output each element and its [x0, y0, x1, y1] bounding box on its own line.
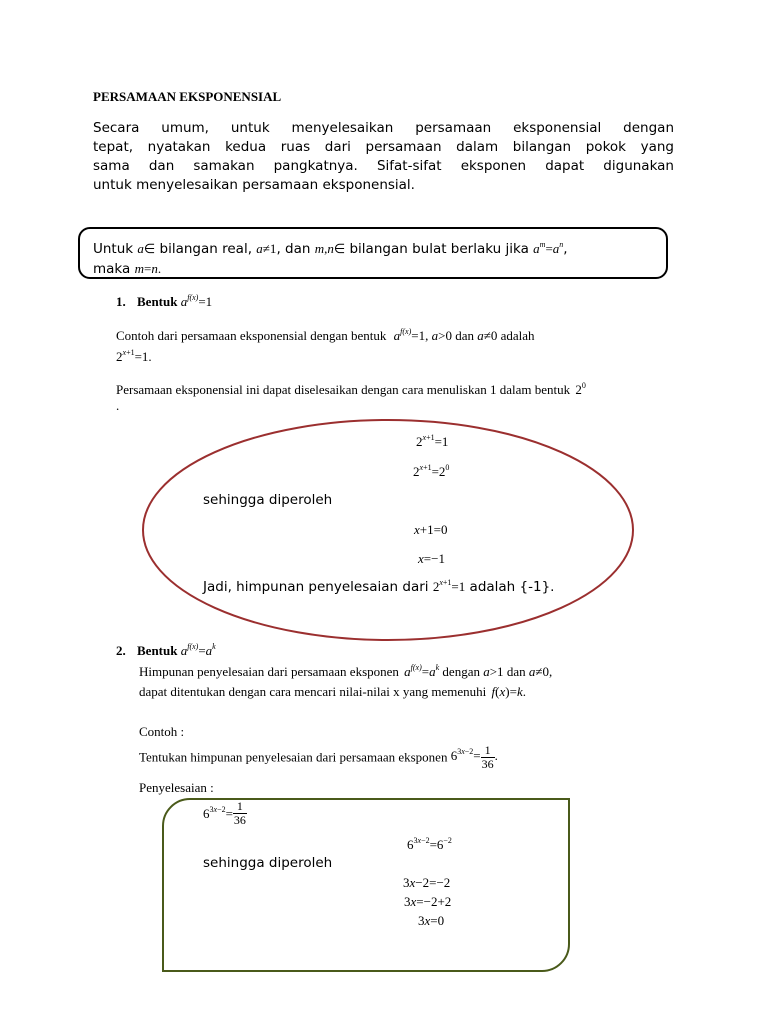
- intro-line: Secara umum, untuk menyelesaikan persamaan eksponensial dengan: [93, 120, 674, 136]
- jadi-line: [203, 579, 554, 595]
- step-eq-2: $2^{x+1}=2^0$: [413, 463, 450, 479]
- math-a-neq-1: a≠1: [256, 241, 277, 256]
- math-am-eq-an: $a^m=a^n$: [533, 240, 564, 256]
- intro-line: sama dan samakan pangkatnya. Sifat-sifat eksponen dapat digunakan: [93, 158, 674, 174]
- ellipse-shape: [143, 420, 633, 640]
- example-text: Contoh dari persamaan eksponensial dengan bentuk: [116, 328, 387, 343]
- explain-end: .: [116, 398, 120, 413]
- explain-text: Persamaan eksponensial ini dapat diselesaikan dengan cara menuliskan 1 dalam bentuk: [116, 382, 571, 397]
- sol-step-1: $6^{3x-2}=$ $\frac{1}{36}$: [203, 799, 246, 827]
- sol-step-3: 3x−2=−2: [403, 875, 451, 890]
- dapat-text: dapat ditentukan dengan cara mencari nilai-nilai x yang memenuhi: [139, 684, 487, 699]
- intro-paragraph: [93, 119, 674, 195]
- math-a-in: a∈: [137, 241, 156, 256]
- sehingga-text: sehingga diperoleh: [203, 492, 333, 508]
- rule-line-2: [93, 261, 161, 277]
- rule-text: bilangan bulat berlaku jika: [349, 241, 529, 257]
- section2-line1: [139, 664, 552, 680]
- tentukan-line: [139, 744, 498, 771]
- math-a-gt-1: a>1: [483, 664, 504, 679]
- math-af-eq-ak: $a^{f(x)}=a^k$: [180, 642, 216, 658]
- rule-text: bilangan real,: [159, 241, 252, 257]
- math-af-eq-1: $a^{f(x)}=1$: [180, 293, 213, 309]
- math-2x1-eq-1-inline: $2^{x+1}=1$: [432, 578, 466, 594]
- example-dan: dan: [455, 328, 474, 343]
- step-eq-1: $2^{x+1}=1$: [416, 433, 449, 449]
- section-heading-label: Bentuk: [137, 294, 178, 309]
- solution-ellipse: [140, 418, 640, 646]
- himpunan-text: Himpunan penyelesaian dari persamaan eksponen: [139, 664, 399, 679]
- penyelesaian-label: Penyelesaian :: [139, 780, 214, 795]
- section1-heading: [116, 294, 212, 310]
- sol-step-4: 3x=−2+2: [404, 894, 452, 909]
- section2-heading: [116, 643, 216, 659]
- math-2-pow-0: $2^0$: [575, 381, 586, 397]
- math-6-pow-eq-frac: $6^{3x-2}=$ $\frac{1}{36}$ .: [450, 743, 498, 771]
- math-fx-eq-k: f(x)=k.: [491, 684, 526, 699]
- rule-line-1: Untuk a∈ bilangan real, a≠1, dan m,n∈ bilangan bulat berlaku jika $a^m=a^n$,: [93, 240, 568, 257]
- section-number: 2.: [116, 643, 126, 658]
- intro-line: tepat, nyatakan kedua ruas dari persamaan dalam bilangan pokok yang: [93, 139, 674, 155]
- section2-line2: [139, 684, 526, 700]
- step-eq-4: x=−1: [418, 551, 445, 566]
- section1-explain: [116, 382, 586, 398]
- math-mn-in: m,n∈: [314, 241, 346, 256]
- math-m-eq-n: m=n.: [134, 261, 162, 276]
- rule-text: maka: [93, 261, 131, 277]
- dan-text: dan: [506, 664, 526, 679]
- math-a-neq-0-b: a≠0,: [528, 664, 553, 679]
- section-number: 1.: [116, 294, 126, 309]
- intro-line: untuk menyelesaikan persamaan eksponensial.: [93, 177, 415, 193]
- math-2x1-eq-1: $2^{x+1}=1$.: [116, 348, 152, 364]
- sehingga-text-2: sehingga diperoleh: [203, 855, 333, 871]
- jadi-text-end: adalah {-1}.: [469, 579, 555, 595]
- tentukan-text: Tentukan himpunan penyelesaian dari persamaan eksponen: [139, 749, 448, 765]
- contoh-label: Contoh :: [139, 724, 185, 739]
- step-eq-3: x+1=0: [414, 522, 448, 537]
- rule-text: Untuk: [93, 241, 134, 257]
- dengan-text: dengan: [442, 664, 480, 679]
- math-af-eq-ak-inline: $a^{f(x)}=a^k$: [404, 663, 440, 679]
- sol-step-2: $6^{3x-2}=6^{-2}$: [407, 836, 452, 852]
- section1-example: [116, 328, 535, 344]
- jadi-text: Jadi, himpunan penyelesaian dari: [203, 579, 429, 595]
- math-a-neq-0: a≠0: [477, 328, 498, 343]
- example-adalah: adalah: [500, 328, 535, 343]
- sol-step-5: 3x=0: [418, 913, 445, 928]
- rule-text: , dan: [276, 241, 311, 257]
- math-af-eq-1-a-gt-0: $a^{f(x)}=1$, a>0: [393, 327, 452, 343]
- page-title: PERSAMAAN EKSPONENSIAL: [93, 89, 282, 104]
- section-heading-label: Bentuk: [137, 643, 178, 658]
